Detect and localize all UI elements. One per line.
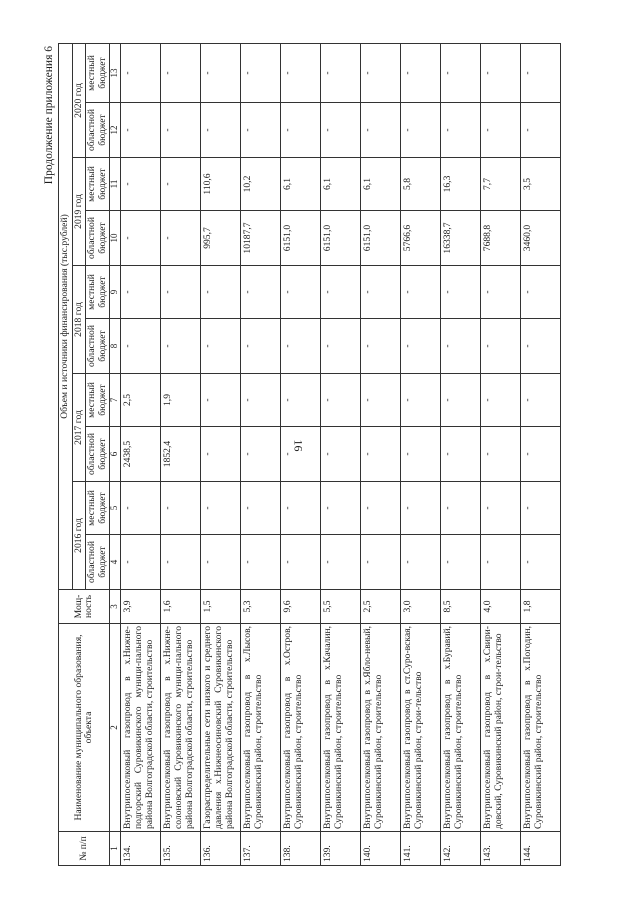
budget-value: - xyxy=(121,535,161,590)
budget-value: - xyxy=(521,43,561,102)
budget-value: 10,2 xyxy=(241,158,281,211)
budget-value: - xyxy=(201,43,241,102)
budget-value: - xyxy=(361,319,401,374)
header-local: местный бюджет xyxy=(86,158,110,211)
budget-value: 16338,7 xyxy=(441,211,481,266)
budget-value: 5766,6 xyxy=(401,211,441,266)
budget-value: - xyxy=(161,43,201,102)
budget-value: - xyxy=(161,211,201,266)
header-funding: Объем и источники финансирования (тыс.рублей) xyxy=(59,43,73,589)
budget-value: - xyxy=(281,266,321,319)
row-number: 134. xyxy=(121,832,161,866)
budget-value: - xyxy=(161,158,201,211)
header-local: местный бюджет xyxy=(86,266,110,319)
budget-value: - xyxy=(121,43,161,102)
budget-value: - xyxy=(281,43,321,102)
table-row xyxy=(441,43,481,865)
budget-value: - xyxy=(481,103,521,158)
budget-value: - xyxy=(241,482,281,535)
budget-value: - xyxy=(321,482,361,535)
budget-value: 6151,0 xyxy=(361,211,401,266)
budget-value: - xyxy=(321,266,361,319)
budget-value: - xyxy=(481,266,521,319)
budget-value: - xyxy=(121,319,161,374)
budget-value: 6151,0 xyxy=(321,211,361,266)
budget-value: - xyxy=(121,158,161,211)
object-name: Внутрипоселковый газопровод в ст.Суро-вская, Суровикинский район, строи-тельство xyxy=(401,624,441,832)
budget-value: - xyxy=(121,266,161,319)
budget-value: - xyxy=(321,535,361,590)
capacity-value: 4,0 xyxy=(481,590,521,624)
budget-value: - xyxy=(241,374,281,427)
budget-value: - xyxy=(161,266,201,319)
budget-value: - xyxy=(121,482,161,535)
budget-value: - xyxy=(441,103,481,158)
funding-table xyxy=(58,43,561,866)
header-regional: областной бюджет xyxy=(86,535,110,590)
header-year: 2019 год xyxy=(72,158,86,266)
budget-value: - xyxy=(521,482,561,535)
table-row xyxy=(121,43,161,865)
budget-value: - xyxy=(121,211,161,266)
header-year: 2018 год xyxy=(72,266,86,374)
column-index: 10 xyxy=(110,211,121,266)
row-number: 141. xyxy=(401,832,441,866)
object-name: Газораспределительные сети низкого и среднего давления х.Нижнеосиновский Суровикинского района Волгоградской области, строительство xyxy=(201,624,241,832)
budget-value: 7688,8 xyxy=(481,211,521,266)
budget-value: - xyxy=(401,535,441,590)
header-capacity: Мощ-ность xyxy=(59,590,110,624)
budget-value: - xyxy=(281,535,321,590)
budget-value: - xyxy=(361,43,401,102)
rotated-page-content xyxy=(40,44,600,866)
table-body xyxy=(121,43,561,865)
budget-value: - xyxy=(481,374,521,427)
column-index-row xyxy=(110,43,121,865)
budget-value: 6,1 xyxy=(361,158,401,211)
budget-value: - xyxy=(361,535,401,590)
header-no: № п/п xyxy=(59,832,110,866)
budget-value: - xyxy=(361,427,401,482)
table-row xyxy=(281,43,321,865)
budget-value: - xyxy=(321,374,361,427)
row-number: 135. xyxy=(161,832,201,866)
header-local: местный бюджет xyxy=(86,43,110,102)
budget-value: - xyxy=(321,103,361,158)
column-index: 7 xyxy=(110,374,121,427)
column-index: 8 xyxy=(110,319,121,374)
budget-value: - xyxy=(521,103,561,158)
object-name: Внутрипоселковый газопровод в х.Лысов, Суровикинский район, строительство xyxy=(241,624,281,832)
capacity-value: 9,6 xyxy=(281,590,321,624)
budget-value: 16,3 xyxy=(441,158,481,211)
row-number: 140. xyxy=(361,832,401,866)
budget-value: - xyxy=(281,427,321,482)
budget-value: - xyxy=(481,319,521,374)
budget-value: - xyxy=(521,535,561,590)
header-regional: областной бюджет xyxy=(86,319,110,374)
capacity-value: 2,5 xyxy=(361,590,401,624)
budget-value: - xyxy=(521,427,561,482)
row-number: 144. xyxy=(521,832,561,866)
row-number: 143. xyxy=(481,832,521,866)
capacity-value: 5,3 xyxy=(241,590,281,624)
budget-value: - xyxy=(441,535,481,590)
budget-value: - xyxy=(201,427,241,482)
table-row xyxy=(521,43,561,865)
header-row-1 xyxy=(59,43,73,865)
row-number: 137. xyxy=(241,832,281,866)
object-name: Внутрипоселковый газопровод в х.Остров, Суровикинский район, строительство xyxy=(281,624,321,832)
capacity-value: 3,0 xyxy=(401,590,441,624)
table-row xyxy=(481,43,521,865)
row-number: 142. xyxy=(441,832,481,866)
budget-value: - xyxy=(401,43,441,102)
page-number: 16 xyxy=(291,439,306,452)
budget-value: - xyxy=(521,266,561,319)
budget-value: 2,5 xyxy=(121,374,161,427)
continuation-note: Продолжение приложения 6 xyxy=(43,46,55,185)
budget-value: - xyxy=(401,482,441,535)
budget-value: - xyxy=(281,103,321,158)
budget-value: - xyxy=(361,482,401,535)
row-number: 139. xyxy=(321,832,361,866)
budget-value: 10187,7 xyxy=(241,211,281,266)
capacity-value: 5,5 xyxy=(321,590,361,624)
header-year: 2016 год xyxy=(72,482,86,590)
table-row xyxy=(361,43,401,865)
capacity-value: 1,5 xyxy=(201,590,241,624)
budget-value: - xyxy=(441,427,481,482)
column-index: 11 xyxy=(110,158,121,211)
header-year: 2020 год xyxy=(72,43,86,157)
budget-value: 5,8 xyxy=(401,158,441,211)
column-index: 1 xyxy=(110,832,121,866)
column-index: 2 xyxy=(110,624,121,832)
budget-value: - xyxy=(401,266,441,319)
budget-value: - xyxy=(201,319,241,374)
budget-value: - xyxy=(161,482,201,535)
budget-value: - xyxy=(441,43,481,102)
budget-value: - xyxy=(201,103,241,158)
table-row xyxy=(201,43,241,865)
budget-value: - xyxy=(401,319,441,374)
table-row xyxy=(161,43,201,865)
capacity-value: 8,5 xyxy=(441,590,481,624)
header-regional: областной бюджет xyxy=(86,103,110,158)
header-regional: областной бюджет xyxy=(86,211,110,266)
budget-value: - xyxy=(281,374,321,427)
object-name: Внутрипоселковый газопровод в х.Качалин, Суровикинский район, строительство xyxy=(321,624,361,832)
budget-value: - xyxy=(361,266,401,319)
row-number: 136. xyxy=(201,832,241,866)
column-index: 13 xyxy=(110,43,121,102)
budget-value: 1,9 xyxy=(161,374,201,427)
budget-value: - xyxy=(281,482,321,535)
budget-value: 995,7 xyxy=(201,211,241,266)
capacity-value: 1,6 xyxy=(161,590,201,624)
budget-value: - xyxy=(361,103,401,158)
object-name: Внутрипоселковый газопровод в х.Ябло-невый, Суровикинский район, строительство xyxy=(361,624,401,832)
capacity-value: 3,9 xyxy=(121,590,161,624)
budget-value: - xyxy=(401,374,441,427)
budget-value: - xyxy=(161,535,201,590)
column-index: 9 xyxy=(110,266,121,319)
budget-value: - xyxy=(241,427,281,482)
budget-value: - xyxy=(121,103,161,158)
object-name: Внутрипоселковый газопровод в х.Нижне-солоновский Суровикинского муници-пального района Волгоградской области, строительство xyxy=(161,624,201,832)
budget-value: - xyxy=(441,319,481,374)
budget-value: - xyxy=(161,319,201,374)
column-index: 3 xyxy=(110,590,121,624)
capacity-value: 1,8 xyxy=(521,590,561,624)
budget-value: - xyxy=(521,319,561,374)
budget-value: 6151,0 xyxy=(281,211,321,266)
column-index: 5 xyxy=(110,482,121,535)
budget-value: - xyxy=(481,482,521,535)
budget-value: - xyxy=(201,266,241,319)
budget-value: - xyxy=(241,103,281,158)
budget-value: 110,6 xyxy=(201,158,241,211)
column-index: 6 xyxy=(110,427,121,482)
row-number: 138. xyxy=(281,832,321,866)
budget-value: - xyxy=(161,103,201,158)
budget-value: - xyxy=(281,319,321,374)
header-name: Наименование муниципального образования, объекта xyxy=(59,624,110,832)
budget-value: - xyxy=(441,482,481,535)
budget-value: - xyxy=(201,482,241,535)
budget-value: - xyxy=(481,43,521,102)
budget-value: - xyxy=(401,427,441,482)
header-regional: областной бюджет xyxy=(86,427,110,482)
budget-value: - xyxy=(481,535,521,590)
object-name: Внутрипоселковый газопровод в х.Погодин, Суровикинский район, строительство xyxy=(521,624,561,832)
budget-value: - xyxy=(241,266,281,319)
budget-value: - xyxy=(401,103,441,158)
budget-value: - xyxy=(481,427,521,482)
budget-value: - xyxy=(241,43,281,102)
header-local: местный бюджет xyxy=(86,374,110,427)
budget-value: - xyxy=(441,374,481,427)
budget-value: 3,5 xyxy=(521,158,561,211)
budget-value: - xyxy=(321,427,361,482)
object-name: Внутрипоселковый газопровод в х.Свири-довский, Суровикинский район, строи-тельство xyxy=(481,624,521,832)
budget-value: 7,7 xyxy=(481,158,521,211)
budget-value: - xyxy=(241,535,281,590)
budget-value: - xyxy=(201,374,241,427)
object-name: Внутрипоселковый газопровод в х.Буравий, Суровикинский район, строительство xyxy=(441,624,481,832)
budget-value: - xyxy=(521,374,561,427)
header-local: местный бюджет xyxy=(86,482,110,535)
budget-value: - xyxy=(441,266,481,319)
table-row xyxy=(241,43,281,865)
budget-value: - xyxy=(321,43,361,102)
budget-value: - xyxy=(361,374,401,427)
table-row xyxy=(321,43,361,865)
object-name: Внутрипоселковый газопровод в х.Нижне-подгорский Суровикинского муници-пального района Волгоградской области, строительство xyxy=(121,624,161,832)
budget-value: 6,1 xyxy=(281,158,321,211)
column-index: 4 xyxy=(110,535,121,590)
table-row xyxy=(401,43,441,865)
column-index: 12 xyxy=(110,103,121,158)
budget-value: 2438,5 xyxy=(121,427,161,482)
budget-value: - xyxy=(321,319,361,374)
budget-value: 1852,4 xyxy=(161,427,201,482)
budget-value: 6,1 xyxy=(321,158,361,211)
budget-value: 3460,0 xyxy=(521,211,561,266)
budget-value: - xyxy=(201,535,241,590)
budget-value: - xyxy=(241,319,281,374)
header-year: 2017 год xyxy=(72,374,86,482)
